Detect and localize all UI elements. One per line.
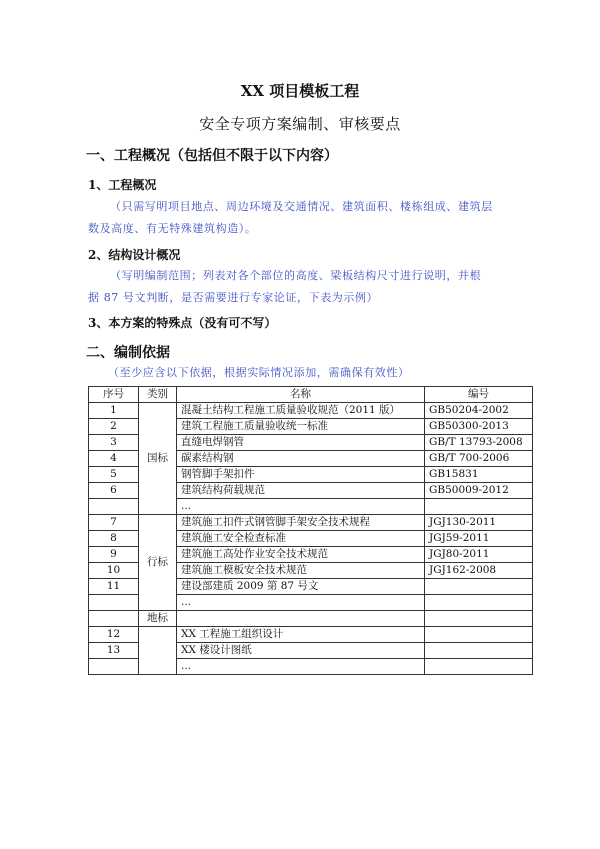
basis-table [88,386,533,675]
row-no: 10 [89,563,139,579]
category-local: 地标 [139,611,177,627]
header-code: 编号 [425,387,533,403]
basis-note: （至少应含以下依据，根据实际情况添加，需确保有效性） [108,366,410,379]
row-name: 建筑施工扣件式钢管脚手架安全技术规程 [177,515,425,531]
category-blank [139,627,177,675]
row-no: 1 [89,403,139,419]
row-name: 钢管脚手架扣件 [177,467,425,483]
table-header-row [89,387,533,403]
row-code [425,627,533,643]
row-code [425,595,533,611]
row-code: JGJ130-2011 [425,515,533,531]
row-name: 建筑施工模板安全技术规范 [177,563,425,579]
row-name: 建筑工程施工质量验收统一标准 [177,419,425,435]
row-no: 5 [89,467,139,483]
row-code [425,643,533,659]
document-title: XX 项目模板工程 [240,82,360,100]
row-name: 直缝电焊钢管 [177,435,425,451]
row-code [425,499,533,515]
row-code [425,579,533,595]
row-name [177,611,425,627]
row-no: 12 [89,627,139,643]
row-code: GB50300-2013 [425,419,533,435]
structure-note-line1: （写明编制范围；列表对各个部位的高度、梁板结构尺寸进行说明，并根 [110,269,482,282]
project-overview-note-line1: （只需写明项目地点、周边环境及交通情况、建筑面积、楼栋组成、建筑层 [110,200,493,213]
row-no: 6 [89,483,139,499]
section-heading-overview: 一、工程概况（包括但不限于以下内容） [86,148,338,164]
category-national: 国标 [139,403,177,515]
subsection-heading-project-overview: 1、工程概况 [88,178,157,192]
category-industry: 行标 [139,515,177,611]
row-name: ... [177,595,425,611]
row-no: 3 [89,435,139,451]
row-name: 建设部建质 2009 第 87 号文 [177,579,425,595]
row-code: GB50009-2012 [425,483,533,499]
row-name: 碳素结构钢 [177,451,425,467]
row-name: XX 工程施工组织设计 [177,627,425,643]
header-category: 类别 [139,387,177,403]
row-name: 建筑施工高处作业安全技术规范 [177,547,425,563]
row-code: GB50204-2002 [425,403,533,419]
subsection-heading-special-points: 3、本方案的特殊点（没有可不写） [88,316,277,330]
row-no: 13 [89,643,139,659]
structure-note-line2: 据 87 号文判断，是否需要进行专家论证，下表为示例） [88,291,379,304]
row-name: 混凝土结构工程施工质量验收规范（2011 版） [177,403,425,419]
row-code [425,659,533,675]
row-code: GB15831 [425,467,533,483]
row-no: 4 [89,451,139,467]
row-no: 9 [89,547,139,563]
row-code: GB/T 700-2006 [425,451,533,467]
subsection-heading-structure: 2、结构设计概况 [88,248,181,262]
row-name: 建筑结构荷载规范 [177,483,425,499]
row-no: 7 [89,515,139,531]
row-code [425,611,533,627]
structure-note [88,265,518,309]
table-row [89,627,533,643]
row-name: 建筑施工安全检查标准 [177,531,425,547]
row-no: 11 [89,579,139,595]
row-no: 2 [89,419,139,435]
table-row [89,515,533,531]
project-overview-note-line2: 数及高度、有无特殊建筑构造）。 [88,222,257,235]
row-code: JGJ59-2011 [425,531,533,547]
row-code: JGJ162-2008 [425,563,533,579]
row-no [89,659,139,675]
row-code: GB/T 13793-2008 [425,435,533,451]
row-code: JGJ80-2011 [425,547,533,563]
row-name: XX 楼设计图纸 [177,643,425,659]
table-row [89,403,533,419]
document-subtitle: 安全专项方案编制、审核要点 [199,115,401,133]
table-row [89,611,533,627]
row-name: ... [177,499,425,515]
row-no: 8 [89,531,139,547]
row-name: ... [177,659,425,675]
section-heading-basis: 二、编制依据 [86,345,170,361]
row-no [89,611,139,627]
header-name: 名称 [177,387,425,403]
row-no [89,499,139,515]
header-no: 序号 [89,387,139,403]
row-no [89,595,139,611]
project-overview-note [88,196,518,240]
